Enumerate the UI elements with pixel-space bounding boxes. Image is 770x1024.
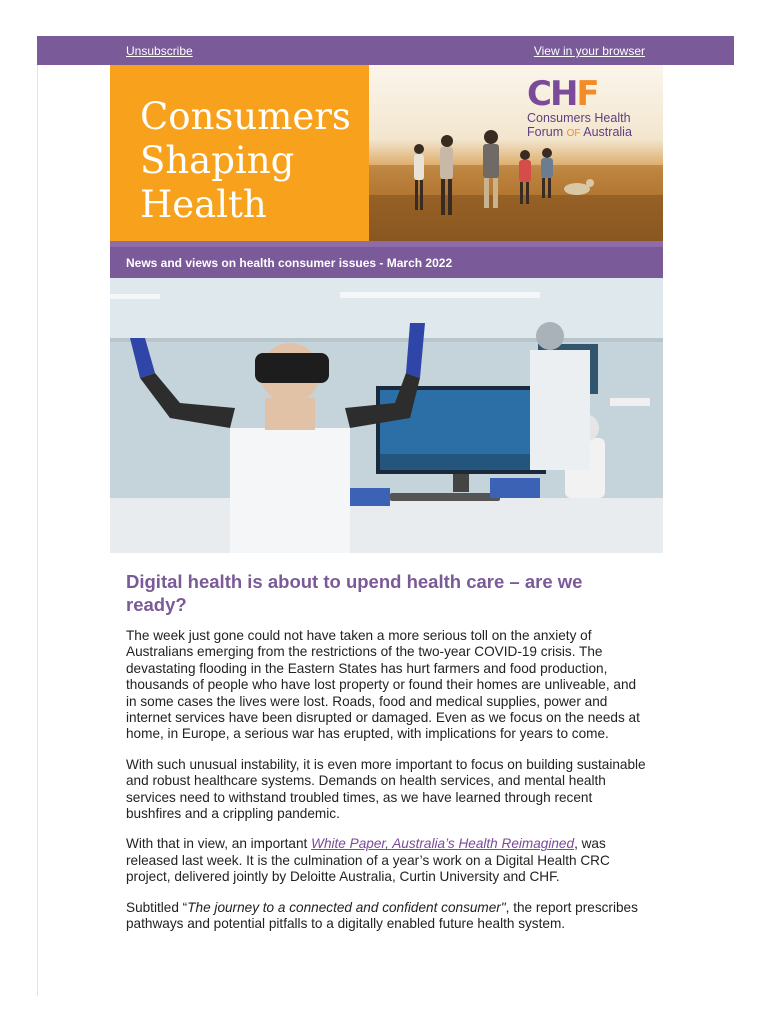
article-headline: Digital health is about to upend health care – are we ready? <box>126 571 583 615</box>
hero-family-photo <box>369 65 663 241</box>
hero-title <box>140 95 351 227</box>
article-paragraph: The week just gone could not have taken a more serious toll on the anxiety of Australians emerging from the restrictions of the two-year COVID-19 crisis. The devastating flooding in the Eastern States has hurt farmers and food production, thousands of people who have lost property or found their homes are unliveable, and in some cases the lives were lost. Roads, food and medical supplies, power and internet services have been disrupted or damaged. Even as we focus on the needs at home, in Europe, a serious war has erupted, with implications for years to come. <box>126 628 640 742</box>
chf-logo-mark: CHF <box>527 74 598 114</box>
hero-banner <box>110 65 663 241</box>
hero-title-line: Consumers <box>140 95 351 138</box>
newsletter-banner <box>110 247 663 278</box>
white-paper-link[interactable]: White Paper, Australia’s Health Reimagined <box>311 836 575 852</box>
vr-scientist-image <box>110 278 663 553</box>
top-bar <box>37 36 734 65</box>
article <box>126 570 646 947</box>
article-paragraph: With such unusual instability, it is even more important to focus on building sustainable and robust healthcare systems. Demands on health services, and mental health services need to withstand troubled times, as we have learned through recent bushfires and a crippling pandemic. <box>126 756 646 822</box>
article-paragraph: Subtitled “The journey to a connected and confident consumer", the report prescribes pathways and potential pitfalls to a digitally enabled future health system. <box>126 899 638 932</box>
newsletter-subtitle: News and views on health consumer issues - March 2022 <box>126 256 453 270</box>
hero-title-line: Shaping <box>140 139 295 182</box>
hero-title-panel <box>110 65 369 241</box>
logo-line-1: Consumers Health <box>527 111 631 125</box>
hero-title-line: Health <box>140 183 267 226</box>
chf-logo <box>527 74 632 141</box>
unsubscribe-link[interactable]: Unsubscribe <box>126 44 193 58</box>
article-paragraph: With that in view, an important White Paper, Australia’s Health Reimagined, was released last week. It is the culmination of a year’s work on a Digital Health CRC project, delivered jointly by Deloitte Australia, Curtin University and CHF. <box>126 836 610 885</box>
view-in-browser-link[interactable]: View in your browser <box>533 44 645 58</box>
logo-line-2: Forum OF Australia <box>527 125 632 139</box>
vr-lab-photo <box>110 278 663 553</box>
